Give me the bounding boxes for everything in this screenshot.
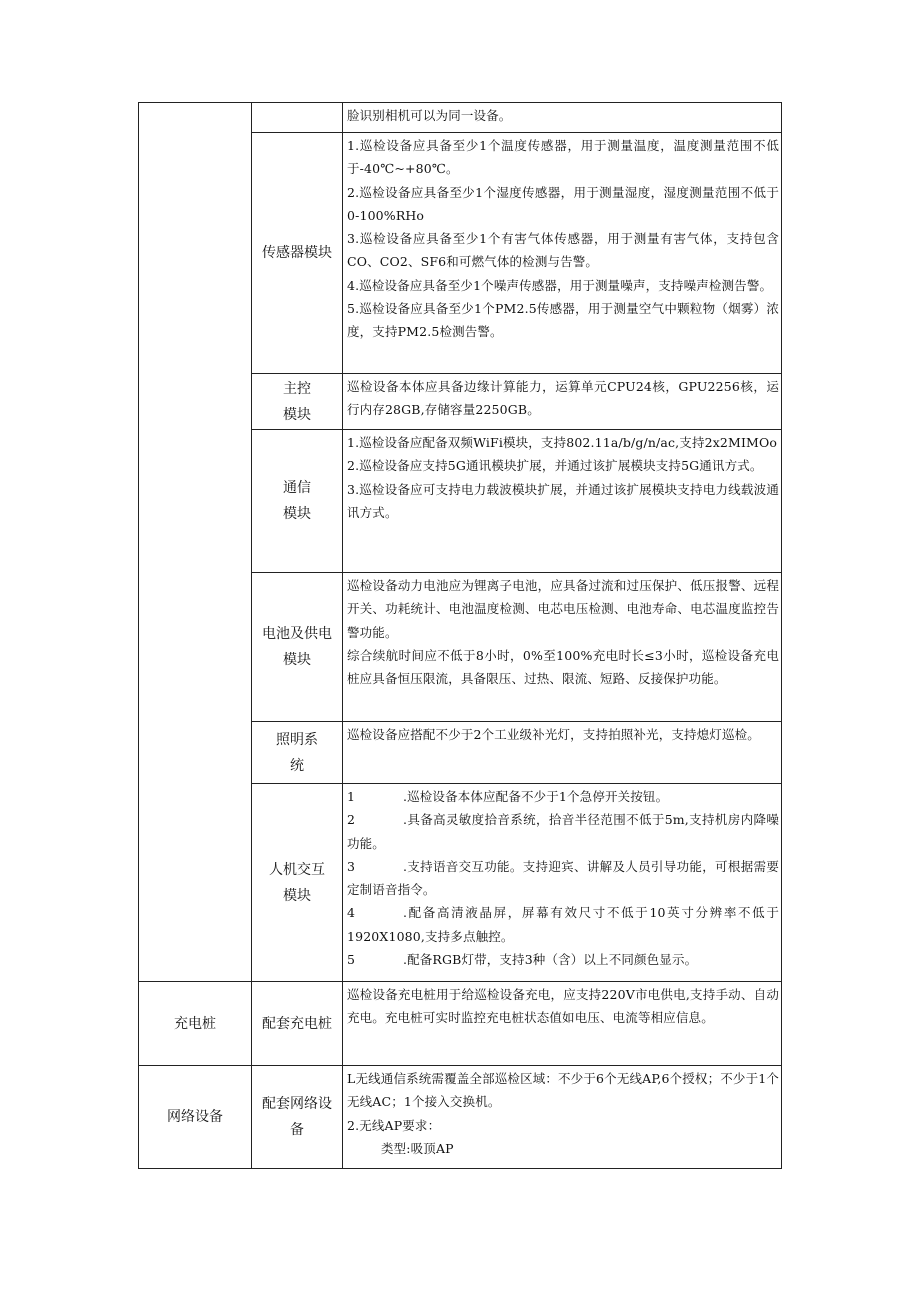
network-text <box>343 1066 782 1169</box>
main-control-label: 主控 模块 <box>252 374 343 430</box>
network-category: 网络设备 <box>139 1066 252 1169</box>
face-recognition-text: 脸识别相机可以为同一设备。 <box>343 103 782 133</box>
row-network <box>139 1066 782 1169</box>
network-label: 配套网络设 备 <box>252 1066 343 1169</box>
list-item: 4 .配备高清液晶屏，屏幕有效尺寸不低于10英寸分辨率不低于1920X1080,支持多点触控。 <box>347 905 779 944</box>
list-item: 3 .支持语音交互功能。支持迎宾、讲解及人员引导功能，可根据需要定制语音指令。 <box>347 858 779 898</box>
row-charger <box>139 982 782 1066</box>
lighting-system-text: 巡检设备应搭配不少于2个工业级补光灯，支持拍照补光，支持熄灯巡检。 <box>343 722 782 784</box>
list-item: 2.巡检设备应支持5G通讯模块扩展，并通过该扩展模块支持5G通讯方式。 <box>347 458 763 474</box>
list-item: 综合续航时间应不低于8小时，0%至100%充电时长≤3小时，巡检设备充电桩应具备恒压限流，具备限压、过热、限流、短路、反接保护功能。 <box>347 647 779 687</box>
list-item: 2.巡检设备应具备至少1个湿度传感器，用于测量湿度，湿度测量范围不低于0-100%RHo <box>347 184 779 223</box>
list-item: 巡检设备动力电池应为锂离子电池，应具备过流和过压保护、低压报警、远程开关、功耗统计、电池温度检测、电芯电压检测、电池寿命、电芯温度监控告警功能。 <box>347 578 779 640</box>
list-item: L无线通信系统需覆盖全部巡检区域：不少于6个无线AP,6个授权；不少于1个无线AC；1个接入交换机。 <box>347 1071 779 1110</box>
list-item: 1 .巡检设备本体应配备不少于1个急停开关按钮。 <box>347 789 669 804</box>
list-item: 2.无线AP要求： <box>347 1117 441 1133</box>
list-item: 1.巡检设备应配备双频WiFi模块，支持802.11a/b/g/n/ac,支持2x2MIMOo <box>347 435 778 450</box>
list-item: 1.巡检设备应具备至少1个温度传感器，用于测量温度，温度测量范围不低于-40℃~+80℃。 <box>347 138 779 177</box>
list-item: 3.巡检设备应具备至少1个有害气体传感器，用于测量有害气体，支持包含CO、CO2、SF6和可燃气体的检测与告警。 <box>347 231 779 270</box>
row-face-recognition <box>139 103 782 133</box>
list-item: 3.巡检设备应可支持电力载波模块扩展，并通过该扩展模块支持电力线载波通讯方式。 <box>347 481 779 520</box>
battery-module-text <box>343 573 782 722</box>
hmi-module-text <box>343 784 782 982</box>
charger-category: 充电桩 <box>139 982 252 1066</box>
comm-module-label: 通信 模块 <box>252 430 343 573</box>
sensor-module-text <box>343 133 782 374</box>
category-cell-robot <box>139 103 252 982</box>
main-control-text: 巡检设备本体应具备边缘计算能力，运算单元CPU24核，GPU2256核，运行内存28GB,存储容量2250GB。 <box>343 374 782 430</box>
charger-label: 配套充电桩 <box>252 982 343 1066</box>
charger-text: 巡检设备充电桩用于给巡检设备充电，应支持220V市电供电,支持手动、自动充电。充电桩可实时监控充电桩状态值如电压、电流等相应信息。 <box>343 982 782 1066</box>
list-item: 5.巡检设备应具备至少1个PM2.5传感器，用于测量空气中颗粒物（烟雾）浓度，支持PM2.5检测告警。 <box>347 301 779 340</box>
list-item: 2 .具备高灵敏度拾音系统，拾音半径范围不低于5m,支持机房内降噪功能。 <box>347 812 779 851</box>
comm-module-text <box>343 430 782 573</box>
list-item: 4.巡检设备应具备至少1个噪声传感器，用于测量噪声，支持噪声检测告警。 <box>347 277 773 293</box>
hmi-module-label: 人机交互 模块 <box>252 784 343 982</box>
list-item: 类型:吸顶AP <box>381 1140 454 1156</box>
sensor-module-label: 传感器模块 <box>252 133 343 374</box>
list-item: 5 .配备RGB灯带，支持3种（含）以上不同颜色显示。 <box>347 952 698 968</box>
spec-table <box>138 102 782 1169</box>
battery-module-label: 电池及供电 模块 <box>252 573 343 722</box>
lighting-system-label: 照明系 统 <box>252 722 343 784</box>
label-cell-empty <box>252 103 343 133</box>
